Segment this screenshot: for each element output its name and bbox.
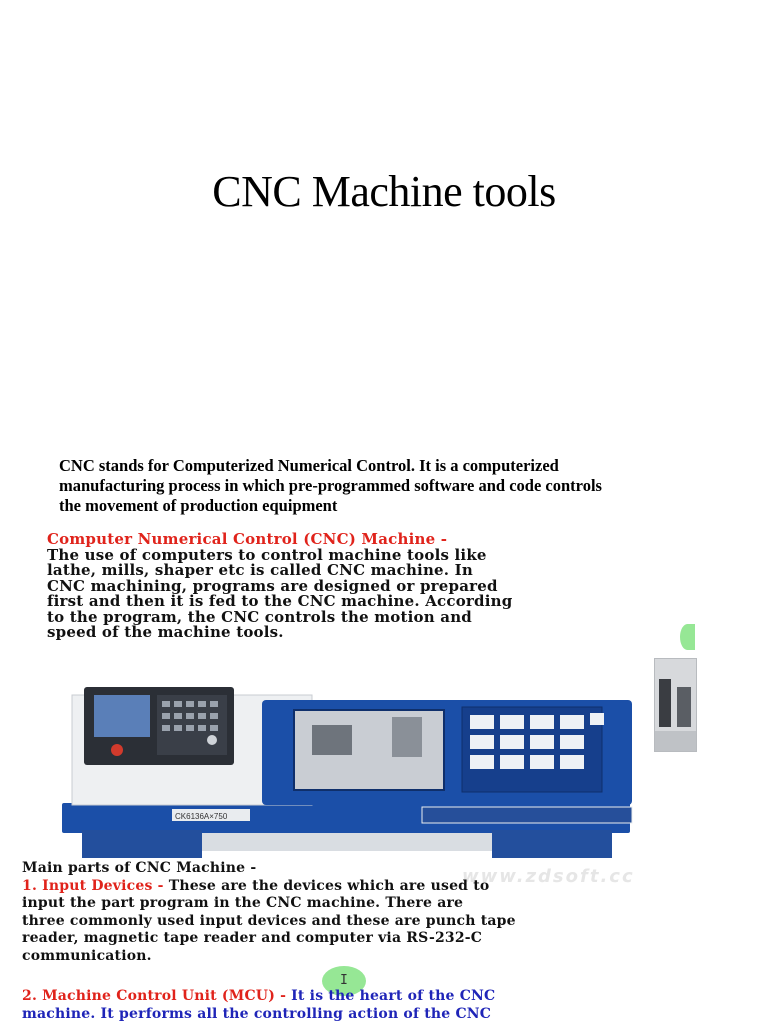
input-devices-line: three commonly used input devices and these are punch tape xyxy=(22,912,516,929)
definition-line: lathe, mills, shaper etc is called CNC machine. In xyxy=(47,561,473,579)
parts-block xyxy=(22,860,516,965)
input-devices-line: input the part program in the CNC machine. There are xyxy=(22,895,464,911)
definition-block xyxy=(47,532,512,641)
parts-heading: Main parts of CNC Machine - xyxy=(22,860,257,876)
highlight-dot xyxy=(680,624,695,650)
side-photo-thumbnail xyxy=(654,658,697,752)
definition-line: first and then it is fed to the CNC machine. According xyxy=(47,592,513,610)
input-devices-text: These are the devices which are used to xyxy=(163,877,490,894)
input-devices-line: reader, magnetic tape reader and computer via RS-232-C xyxy=(22,930,483,946)
definition-line: The use of computers to control machine tools like xyxy=(47,545,487,564)
intro-paragraph xyxy=(59,456,709,516)
slide-title: CNC Machine tools xyxy=(212,167,556,216)
mcu-text: It is the heart of the CNC xyxy=(286,988,496,1004)
text-cursor-icon: I xyxy=(340,973,348,988)
intro-line: the movement of production equipment xyxy=(59,496,338,515)
definition-line: CNC machining, programs are designed or prepared xyxy=(47,576,498,595)
photo-watermark: www.zdsoft.cc xyxy=(462,866,635,887)
input-devices-line: communication. xyxy=(22,947,152,964)
intro-line: manufacturing process in which pre-programmed software and code controls xyxy=(59,476,602,495)
mcu-block xyxy=(22,988,495,1023)
workshop-thumbnail-illustration xyxy=(655,659,696,751)
mcu-line: machine. It performs all the controlling action of the CNC xyxy=(22,1005,492,1022)
definition-line: to the program, the CNC controls the motion and xyxy=(47,607,472,626)
cnc-lathe-illustration xyxy=(22,655,695,865)
input-devices-title: 1. Input Devices - xyxy=(22,877,164,894)
mcu-title: 2. Machine Control Unit (MCU) - xyxy=(22,988,287,1004)
machine-model-label: CK6136A×750 xyxy=(175,812,228,821)
intro-line: CNC stands for Computerized Numerical Control. It is a computerized xyxy=(59,456,559,475)
cnc-machine-photo xyxy=(22,655,695,865)
definition-line: speed of the machine tools. xyxy=(47,623,284,641)
definition-heading: Computer Numerical Control (CNC) Machine - xyxy=(47,530,448,548)
